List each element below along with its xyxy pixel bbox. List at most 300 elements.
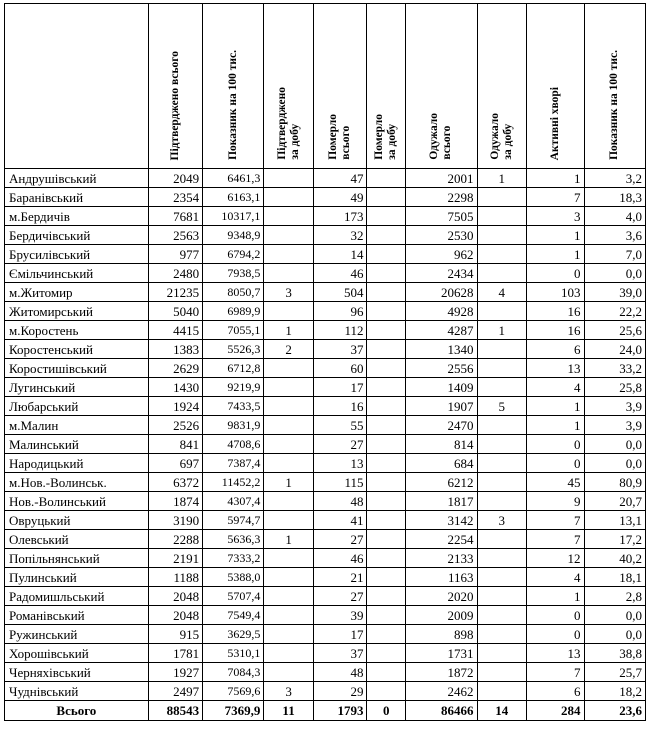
cell-recovered: 20628 bbox=[406, 283, 477, 302]
cell-confirmed-daily bbox=[264, 644, 313, 663]
cell-confirmed-daily bbox=[264, 245, 313, 264]
cell-recovered: 4287 bbox=[406, 321, 477, 340]
cell-recovered-daily bbox=[477, 587, 526, 606]
cell-rate: 5974,7 bbox=[203, 511, 264, 530]
cell-district: Пулинський bbox=[5, 568, 149, 587]
table-row bbox=[5, 663, 646, 682]
cell-deaths: 96 bbox=[313, 302, 367, 321]
cell-confirmed: 2563 bbox=[148, 226, 202, 245]
header-recovered-daily: Одужало за добу bbox=[477, 4, 526, 169]
header-deaths-daily: Померло за добу bbox=[367, 4, 406, 169]
cell-deaths: 16 bbox=[313, 397, 367, 416]
cell-deaths: 173 bbox=[313, 207, 367, 226]
cell-active-rate: 20,7 bbox=[584, 492, 645, 511]
cell-active-rate: 3,6 bbox=[584, 226, 645, 245]
total-row bbox=[5, 701, 646, 721]
cell-active-rate: 38,8 bbox=[584, 644, 645, 663]
cell-confirmed: 2629 bbox=[148, 359, 202, 378]
cell-district: Бердичівський bbox=[5, 226, 149, 245]
cell-district: м.Коростень bbox=[5, 321, 149, 340]
cell-recovered-daily: 4 bbox=[477, 283, 526, 302]
cell-recovered-daily bbox=[477, 568, 526, 587]
cell-district: Коростенський bbox=[5, 340, 149, 359]
table-row bbox=[5, 264, 646, 283]
cell-rate: 6989,9 bbox=[203, 302, 264, 321]
cell-deaths-daily bbox=[367, 549, 406, 568]
cell-recovered: 2462 bbox=[406, 682, 477, 701]
table-row bbox=[5, 397, 646, 416]
cell-deaths: 39 bbox=[313, 606, 367, 625]
cell-confirmed: 2048 bbox=[148, 587, 202, 606]
cell-deaths: 37 bbox=[313, 340, 367, 359]
cell-rate: 3629,5 bbox=[203, 625, 264, 644]
cell-district: Малинський bbox=[5, 435, 149, 454]
cell-deaths-daily bbox=[367, 169, 406, 188]
header-recovered-total: Одужало всього bbox=[406, 4, 477, 169]
cell-rate: 7333,2 bbox=[203, 549, 264, 568]
cell-deaths-daily bbox=[367, 397, 406, 416]
table-row bbox=[5, 682, 646, 701]
cell-recovered: 2556 bbox=[406, 359, 477, 378]
cell-active: 6 bbox=[527, 340, 585, 359]
header-confirmed-daily: Підтверджено за добу bbox=[264, 4, 313, 169]
table-row bbox=[5, 549, 646, 568]
cell-confirmed-daily bbox=[264, 359, 313, 378]
cell-confirmed: 1430 bbox=[148, 378, 202, 397]
cell-active-rate: 0,0 bbox=[584, 606, 645, 625]
cell-confirmed-daily bbox=[264, 492, 313, 511]
cell-district: Коростишівський bbox=[5, 359, 149, 378]
cell-deaths: 115 bbox=[313, 473, 367, 492]
cell-confirmed: 1781 bbox=[148, 644, 202, 663]
cell-deaths-daily bbox=[367, 416, 406, 435]
total-active-rate: 23,6 bbox=[584, 701, 645, 721]
cell-district: Житомирський bbox=[5, 302, 149, 321]
cell-active: 0 bbox=[527, 625, 585, 644]
table-row bbox=[5, 302, 646, 321]
cell-active: 1 bbox=[527, 587, 585, 606]
cell-active-rate: 25,8 bbox=[584, 378, 645, 397]
cell-recovered-daily bbox=[477, 530, 526, 549]
cell-confirmed: 1927 bbox=[148, 663, 202, 682]
cell-confirmed-daily: 1 bbox=[264, 530, 313, 549]
cell-recovered-daily bbox=[477, 302, 526, 321]
cell-active-rate: 24,0 bbox=[584, 340, 645, 359]
cell-rate: 9348,9 bbox=[203, 226, 264, 245]
cell-active: 4 bbox=[527, 378, 585, 397]
cell-active-rate: 3,2 bbox=[584, 169, 645, 188]
table-row bbox=[5, 188, 646, 207]
table-row bbox=[5, 226, 646, 245]
cell-confirmed: 841 bbox=[148, 435, 202, 454]
cell-district: м.Житомир bbox=[5, 283, 149, 302]
cell-recovered: 1817 bbox=[406, 492, 477, 511]
cell-active: 1 bbox=[527, 169, 585, 188]
cell-district: Романівський bbox=[5, 606, 149, 625]
cell-active: 1 bbox=[527, 416, 585, 435]
cell-district: Черняхівський bbox=[5, 663, 149, 682]
cell-active: 4 bbox=[527, 568, 585, 587]
cell-recovered-daily bbox=[477, 340, 526, 359]
total-confirmed: 88543 bbox=[148, 701, 202, 721]
cell-active-rate: 40,2 bbox=[584, 549, 645, 568]
cell-deaths: 27 bbox=[313, 435, 367, 454]
cell-rate: 10317,1 bbox=[203, 207, 264, 226]
cell-confirmed-daily bbox=[264, 378, 313, 397]
cell-deaths-daily bbox=[367, 359, 406, 378]
cell-recovered: 2298 bbox=[406, 188, 477, 207]
total-deaths: 1793 bbox=[313, 701, 367, 721]
cell-deaths-daily bbox=[367, 682, 406, 701]
cell-rate: 7938,5 bbox=[203, 264, 264, 283]
cell-district: м.Малин bbox=[5, 416, 149, 435]
cell-deaths: 17 bbox=[313, 625, 367, 644]
cell-rate: 9831,9 bbox=[203, 416, 264, 435]
cell-deaths: 17 bbox=[313, 378, 367, 397]
cell-recovered: 7505 bbox=[406, 207, 477, 226]
cell-rate: 9219,9 bbox=[203, 378, 264, 397]
cell-rate: 7084,3 bbox=[203, 663, 264, 682]
cell-active: 1 bbox=[527, 245, 585, 264]
cell-deaths: 37 bbox=[313, 644, 367, 663]
cell-active-rate: 0,0 bbox=[584, 625, 645, 644]
cell-recovered: 1907 bbox=[406, 397, 477, 416]
cell-recovered-daily bbox=[477, 378, 526, 397]
cell-active: 13 bbox=[527, 644, 585, 663]
cell-active: 0 bbox=[527, 264, 585, 283]
cell-active-rate: 18,2 bbox=[584, 682, 645, 701]
cell-confirmed-daily bbox=[264, 264, 313, 283]
cell-recovered-daily bbox=[477, 549, 526, 568]
cell-recovered-daily: 1 bbox=[477, 321, 526, 340]
cell-active-rate: 18,1 bbox=[584, 568, 645, 587]
cell-active-rate: 0,0 bbox=[584, 435, 645, 454]
cell-confirmed-daily bbox=[264, 587, 313, 606]
cell-deaths-daily bbox=[367, 530, 406, 549]
cell-confirmed-daily bbox=[264, 606, 313, 625]
cell-deaths: 27 bbox=[313, 587, 367, 606]
cell-confirmed: 2480 bbox=[148, 264, 202, 283]
cell-active-rate: 80,9 bbox=[584, 473, 645, 492]
cell-deaths: 46 bbox=[313, 264, 367, 283]
cell-confirmed: 4415 bbox=[148, 321, 202, 340]
cell-recovered-daily bbox=[477, 226, 526, 245]
cell-active-rate: 3,9 bbox=[584, 416, 645, 435]
cell-recovered: 2133 bbox=[406, 549, 477, 568]
cell-confirmed: 2354 bbox=[148, 188, 202, 207]
cell-recovered-daily bbox=[477, 264, 526, 283]
cell-recovered-daily bbox=[477, 644, 526, 663]
table-row bbox=[5, 169, 646, 188]
cell-active-rate: 25,6 bbox=[584, 321, 645, 340]
cell-recovered-daily: 1 bbox=[477, 169, 526, 188]
cell-rate: 7569,6 bbox=[203, 682, 264, 701]
cell-deaths-daily bbox=[367, 264, 406, 283]
cell-deaths: 504 bbox=[313, 283, 367, 302]
cell-recovered: 2470 bbox=[406, 416, 477, 435]
cell-confirmed: 1924 bbox=[148, 397, 202, 416]
cell-recovered: 2001 bbox=[406, 169, 477, 188]
cell-active-rate: 7,0 bbox=[584, 245, 645, 264]
cell-confirmed-daily bbox=[264, 226, 313, 245]
cell-recovered: 2009 bbox=[406, 606, 477, 625]
cell-recovered: 962 bbox=[406, 245, 477, 264]
cell-district: Радомишльський bbox=[5, 587, 149, 606]
cell-confirmed: 1383 bbox=[148, 340, 202, 359]
cell-active-rate: 4,0 bbox=[584, 207, 645, 226]
cell-deaths: 32 bbox=[313, 226, 367, 245]
cell-district: Любарський bbox=[5, 397, 149, 416]
cell-deaths: 48 bbox=[313, 663, 367, 682]
cell-deaths: 13 bbox=[313, 454, 367, 473]
cell-recovered-daily bbox=[477, 606, 526, 625]
cell-active: 9 bbox=[527, 492, 585, 511]
cell-confirmed-daily bbox=[264, 568, 313, 587]
cell-rate: 6794,2 bbox=[203, 245, 264, 264]
cell-recovered-daily bbox=[477, 473, 526, 492]
header-deaths-total: Померло всього bbox=[313, 4, 367, 169]
table-row bbox=[5, 340, 646, 359]
table-row bbox=[5, 245, 646, 264]
cell-recovered-daily bbox=[477, 207, 526, 226]
cell-active: 16 bbox=[527, 321, 585, 340]
cell-active-rate: 0,0 bbox=[584, 264, 645, 283]
cell-recovered: 2530 bbox=[406, 226, 477, 245]
cell-rate: 6712,8 bbox=[203, 359, 264, 378]
cell-recovered: 1872 bbox=[406, 663, 477, 682]
cell-active-rate: 17,2 bbox=[584, 530, 645, 549]
cell-recovered-daily bbox=[477, 663, 526, 682]
cell-active: 7 bbox=[527, 188, 585, 207]
cell-confirmed: 2049 bbox=[148, 169, 202, 188]
cell-deaths-daily bbox=[367, 644, 406, 663]
cell-recovered: 3142 bbox=[406, 511, 477, 530]
cell-confirmed-daily bbox=[264, 207, 313, 226]
cell-deaths-daily bbox=[367, 511, 406, 530]
table-row bbox=[5, 644, 646, 663]
cell-active: 7 bbox=[527, 511, 585, 530]
cell-deaths-daily bbox=[367, 226, 406, 245]
cell-recovered-daily bbox=[477, 435, 526, 454]
total-active: 284 bbox=[527, 701, 585, 721]
cell-district: Попільнянський bbox=[5, 549, 149, 568]
cell-confirmed: 697 bbox=[148, 454, 202, 473]
cell-deaths: 112 bbox=[313, 321, 367, 340]
cell-recovered-daily bbox=[477, 625, 526, 644]
cell-deaths-daily bbox=[367, 283, 406, 302]
cell-deaths-daily bbox=[367, 492, 406, 511]
cell-rate: 7433,5 bbox=[203, 397, 264, 416]
cell-deaths-daily bbox=[367, 321, 406, 340]
cell-confirmed-daily bbox=[264, 188, 313, 207]
cell-rate: 7549,4 bbox=[203, 606, 264, 625]
table-row bbox=[5, 530, 646, 549]
table-row bbox=[5, 359, 646, 378]
cell-active: 45 bbox=[527, 473, 585, 492]
cell-active-rate: 3,9 bbox=[584, 397, 645, 416]
cell-district: Чуднівський bbox=[5, 682, 149, 701]
cell-active: 0 bbox=[527, 435, 585, 454]
cell-rate: 4708,6 bbox=[203, 435, 264, 454]
cell-district: м.Нов.-Волинськ. bbox=[5, 473, 149, 492]
cell-district: Хорошівський bbox=[5, 644, 149, 663]
cell-recovered: 2434 bbox=[406, 264, 477, 283]
cell-deaths-daily bbox=[367, 435, 406, 454]
cell-active: 1 bbox=[527, 226, 585, 245]
cell-recovered-daily bbox=[477, 454, 526, 473]
table-row bbox=[5, 207, 646, 226]
cell-active: 6 bbox=[527, 682, 585, 701]
cell-deaths: 55 bbox=[313, 416, 367, 435]
cell-active-rate: 39,0 bbox=[584, 283, 645, 302]
cell-recovered: 4928 bbox=[406, 302, 477, 321]
cell-deaths: 29 bbox=[313, 682, 367, 701]
cell-rate: 5310,1 bbox=[203, 644, 264, 663]
cell-rate: 11452,2 bbox=[203, 473, 264, 492]
cell-confirmed: 1188 bbox=[148, 568, 202, 587]
cell-deaths-daily bbox=[367, 245, 406, 264]
cell-recovered-daily bbox=[477, 188, 526, 207]
cell-recovered: 1163 bbox=[406, 568, 477, 587]
cell-confirmed: 5040 bbox=[148, 302, 202, 321]
cell-district: м.Бердичів bbox=[5, 207, 149, 226]
cell-deaths-daily bbox=[367, 587, 406, 606]
table-row bbox=[5, 321, 646, 340]
cell-confirmed: 2191 bbox=[148, 549, 202, 568]
cell-confirmed-daily: 1 bbox=[264, 473, 313, 492]
cell-district: Ружинський bbox=[5, 625, 149, 644]
cell-confirmed: 7681 bbox=[148, 207, 202, 226]
cell-recovered: 1731 bbox=[406, 644, 477, 663]
cell-active: 103 bbox=[527, 283, 585, 302]
cell-confirmed-daily: 1 bbox=[264, 321, 313, 340]
total-deaths-daily: 0 bbox=[367, 701, 406, 721]
cell-confirmed-daily bbox=[264, 416, 313, 435]
cell-recovered: 684 bbox=[406, 454, 477, 473]
cell-active-rate: 18,3 bbox=[584, 188, 645, 207]
cell-recovered-daily: 5 bbox=[477, 397, 526, 416]
cell-deaths-daily bbox=[367, 663, 406, 682]
cell-active: 1 bbox=[527, 397, 585, 416]
cell-deaths-daily bbox=[367, 207, 406, 226]
cell-deaths-daily bbox=[367, 340, 406, 359]
table-row bbox=[5, 454, 646, 473]
cell-district: Баранівський bbox=[5, 188, 149, 207]
cell-active: 0 bbox=[527, 454, 585, 473]
cell-district: Овруцький bbox=[5, 511, 149, 530]
cell-deaths: 60 bbox=[313, 359, 367, 378]
cell-active-rate: 22,2 bbox=[584, 302, 645, 321]
cell-active: 7 bbox=[527, 663, 585, 682]
cell-confirmed-daily bbox=[264, 625, 313, 644]
total-recovered-daily: 14 bbox=[477, 701, 526, 721]
cell-active-rate: 25,7 bbox=[584, 663, 645, 682]
cell-active-rate: 33,2 bbox=[584, 359, 645, 378]
cell-confirmed: 2288 bbox=[148, 530, 202, 549]
total-label: Всього bbox=[5, 701, 149, 721]
cell-rate: 8050,7 bbox=[203, 283, 264, 302]
cell-recovered: 2020 bbox=[406, 587, 477, 606]
cell-confirmed-daily bbox=[264, 511, 313, 530]
table-row bbox=[5, 587, 646, 606]
cell-deaths: 14 bbox=[313, 245, 367, 264]
cell-confirmed-daily bbox=[264, 435, 313, 454]
cell-deaths: 41 bbox=[313, 511, 367, 530]
cell-recovered: 1340 bbox=[406, 340, 477, 359]
cell-active: 0 bbox=[527, 606, 585, 625]
cell-deaths-daily bbox=[367, 606, 406, 625]
cell-recovered-daily bbox=[477, 682, 526, 701]
table-row bbox=[5, 568, 646, 587]
table-row bbox=[5, 625, 646, 644]
cell-recovered-daily bbox=[477, 416, 526, 435]
cell-recovered-daily bbox=[477, 245, 526, 264]
cell-active-rate: 2,8 bbox=[584, 587, 645, 606]
header-district bbox=[5, 4, 149, 169]
cell-rate: 5526,3 bbox=[203, 340, 264, 359]
cell-recovered: 2254 bbox=[406, 530, 477, 549]
cell-rate: 6461,3 bbox=[203, 169, 264, 188]
cell-deaths-daily bbox=[367, 188, 406, 207]
cell-confirmed-daily: 3 bbox=[264, 682, 313, 701]
cell-confirmed: 3190 bbox=[148, 511, 202, 530]
cell-active: 12 bbox=[527, 549, 585, 568]
table-row bbox=[5, 511, 646, 530]
header-confirmed-total: Підтверджено всього bbox=[148, 4, 202, 169]
cell-deaths-daily bbox=[367, 568, 406, 587]
cell-active: 3 bbox=[527, 207, 585, 226]
table-row bbox=[5, 435, 646, 454]
total-confirmed-daily: 11 bbox=[264, 701, 313, 721]
cell-confirmed-daily: 3 bbox=[264, 283, 313, 302]
cell-deaths-daily bbox=[367, 378, 406, 397]
cell-rate: 6163,1 bbox=[203, 188, 264, 207]
header-row bbox=[5, 4, 646, 169]
total-recovered: 86466 bbox=[406, 701, 477, 721]
table-row bbox=[5, 416, 646, 435]
header-rate-per-100k: Показник на 100 тис. bbox=[203, 4, 264, 169]
header-active-cases: Активні хворі bbox=[527, 4, 585, 169]
cell-recovered: 1409 bbox=[406, 378, 477, 397]
cell-recovered: 6212 bbox=[406, 473, 477, 492]
cell-confirmed: 1874 bbox=[148, 492, 202, 511]
cell-rate: 7387,4 bbox=[203, 454, 264, 473]
table-row bbox=[5, 378, 646, 397]
cell-district: Ємільчинський bbox=[5, 264, 149, 283]
cell-rate: 5707,4 bbox=[203, 587, 264, 606]
cell-deaths-daily bbox=[367, 473, 406, 492]
cell-deaths: 49 bbox=[313, 188, 367, 207]
cell-rate: 5388,0 bbox=[203, 568, 264, 587]
table-row bbox=[5, 606, 646, 625]
cell-confirmed-daily bbox=[264, 663, 313, 682]
cell-confirmed-daily bbox=[264, 302, 313, 321]
cell-recovered-daily bbox=[477, 359, 526, 378]
table-row bbox=[5, 283, 646, 302]
cell-rate: 4307,4 bbox=[203, 492, 264, 511]
cell-active: 7 bbox=[527, 530, 585, 549]
table-row bbox=[5, 473, 646, 492]
cell-recovered: 898 bbox=[406, 625, 477, 644]
cell-district: Брусилівський bbox=[5, 245, 149, 264]
cell-deaths-daily bbox=[367, 625, 406, 644]
cell-deaths: 46 bbox=[313, 549, 367, 568]
cell-confirmed-daily bbox=[264, 549, 313, 568]
cell-rate: 7055,1 bbox=[203, 321, 264, 340]
cell-deaths: 47 bbox=[313, 169, 367, 188]
cell-active: 16 bbox=[527, 302, 585, 321]
cell-deaths: 48 bbox=[313, 492, 367, 511]
